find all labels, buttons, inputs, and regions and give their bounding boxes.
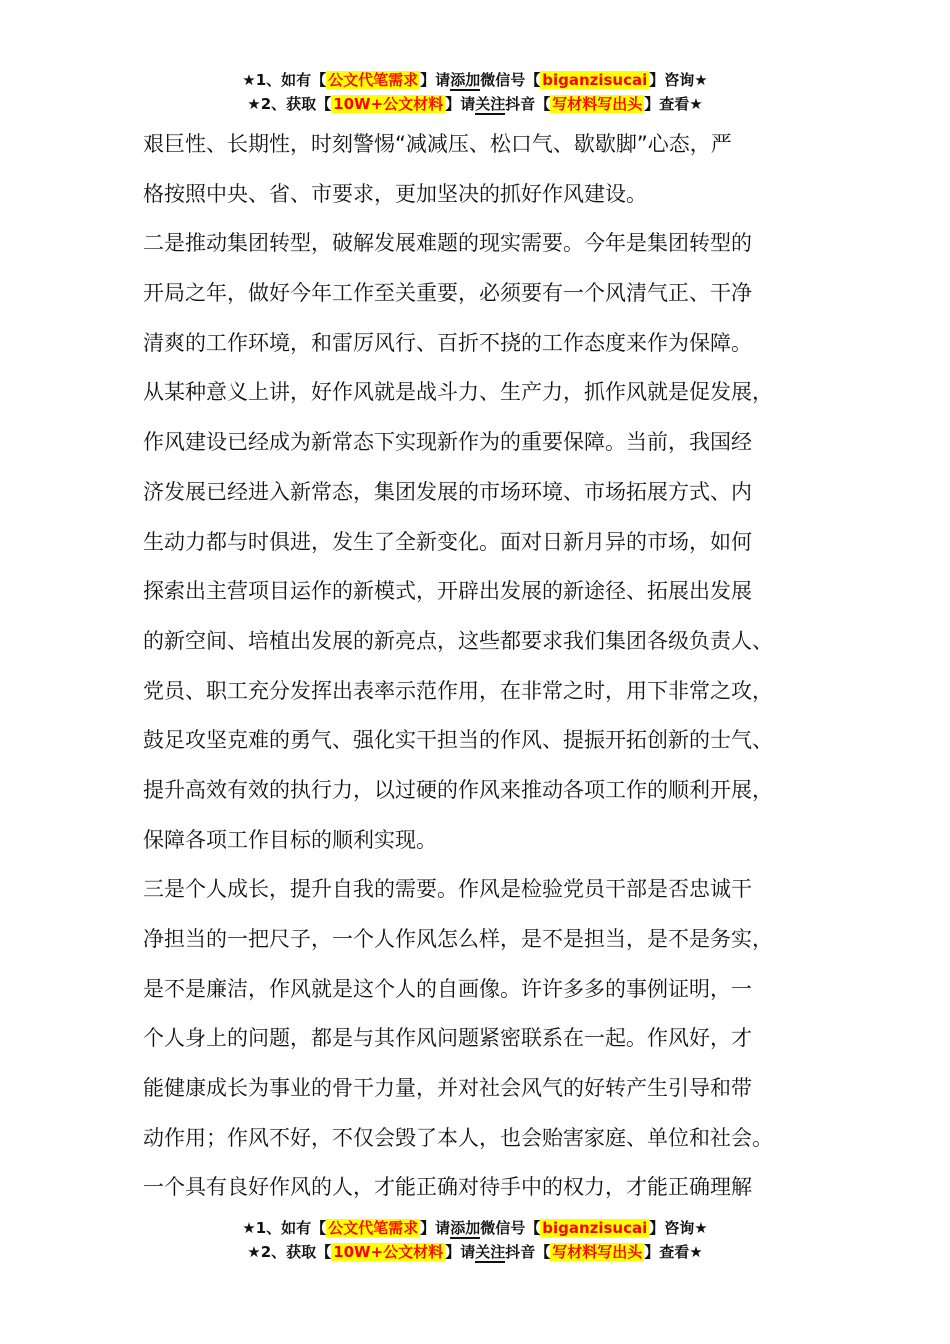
body-line: 提升高效有效的执行力，以过硬的作风来推动各项工作的顺利开展， [143,777,773,802]
banner-text: 】请 [420,71,451,89]
banner-text: 】查看★ [644,1243,703,1261]
body-line: 清爽的工作环境，和雷厉风行、百折不挠的工作态度来作为保障。 [143,330,752,355]
body-line: 三是个人成长，提升自我的需要。作风是检验党员干部是否忠诚干 [143,877,752,902]
banner-highlight: biganzisucai [542,71,648,89]
body-line: 党员、职工充分发挥出表率示范作用，在非常之时，用下非常之攻， [143,678,773,703]
banner-text: ★1、如有【 [242,71,327,89]
body-line: 一个具有良好作风的人，才能正确对待手中的权力，才能正确理解 [143,1175,752,1200]
body-line: 二是推动集团转型，破解发展难题的现实需要。今年是集团转型的 [143,231,752,256]
banner-text: 抖音【 [505,1243,551,1261]
banner-highlight: 写材料写出头 [552,1243,643,1261]
banner-text: ★2、获取【 [247,1243,332,1261]
banner-line-1 [0,1217,950,1241]
body-line: 个人身上的问题，都是与其作风问题紧密联系在一起。作风好，才 [143,1026,752,1051]
banner-text: 】咨询★ [649,71,708,89]
body-line: 格按照中央、省、市要求，更加坚决的抓好作风建设。 [143,181,647,206]
body-line: 艰巨性、长期性，时刻警惕“减减压、松口气、歇歇脚”心态，严 [143,132,732,156]
banner-emphasis: 添加 [450,1219,481,1237]
banner-text: ★2、获取【 [247,95,332,113]
banner-highlight: 公文代笔需求 [328,71,419,89]
document-body [143,120,843,1213]
body-line: 探索出主营项目运作的新模式，开辟出发展的新途径、拓展出发展 [143,579,752,604]
body-line: 保障各项工作目标的顺利实现。 [143,827,437,852]
banner-text: 微信号【 [480,71,541,89]
body-line: 能健康成长为事业的骨干力量，并对社会风气的好转产生引导和带 [143,1076,752,1101]
banner-highlight: 公文代笔需求 [328,1219,419,1237]
body-line: 从某种意义上讲，好作风就是战斗力、生产力，抓作风就是促发展， [143,380,773,405]
banner-highlight: 写材料写出头 [552,95,643,113]
banner-emphasis: 关注 [475,1243,506,1261]
banner-line-1 [0,69,950,93]
banner-highlight: 10W+公文材料 [333,1243,444,1261]
banner-text: 】请 [445,1243,476,1261]
body-line: 净担当的一把尺子，一个人作风怎么样，是不是担当，是不是务实， [143,927,773,951]
body-line: 动作用；作风不好，不仅会毁了本人，也会贻害家庭、单位和社会。 [143,1125,773,1150]
body-line: 开局之年，做好今年工作至关重要，必须要有一个风清气正、干净 [143,281,752,306]
banner-text: ★1、如有【 [242,1219,327,1237]
banner-text: 抖音【 [505,95,551,113]
banner-text: 微信号【 [480,1219,541,1237]
banner-highlight: 10W+公文材料 [333,95,444,113]
footer-banner [0,1217,950,1265]
banner-line-2 [0,1241,950,1265]
banner-text: 】查看★ [644,95,703,113]
banner-emphasis: 添加 [450,71,481,89]
banner-highlight: biganzisucai [542,1219,648,1237]
body-line: 生动力都与时俱进，发生了全新变化。面对日新月异的市场，如何 [143,529,752,554]
header-banner [0,69,950,117]
body-line: 鼓足攻坚克难的勇气、强化实干担当的作风、提振开拓创新的士气、 [143,728,773,753]
body-line: 济发展已经进入新常态，集团发展的市场环境、市场拓展方式、内 [143,479,752,504]
banner-text: 】请 [420,1219,451,1237]
body-line: 是不是廉洁，作风就是这个人的自画像。许许多多的事例证明，一 [143,976,752,1001]
body-line: 作风建设已经成为新常态下实现新作为的重要保障。当前，我国经 [143,430,752,455]
body-line: 的新空间、培植出发展的新亮点，这些都要求我们集团各级负责人、 [143,628,773,653]
banner-text: 】请 [445,95,476,113]
banner-text: 】咨询★ [649,1219,708,1237]
banner-line-2 [0,93,950,117]
banner-emphasis: 关注 [475,95,506,113]
